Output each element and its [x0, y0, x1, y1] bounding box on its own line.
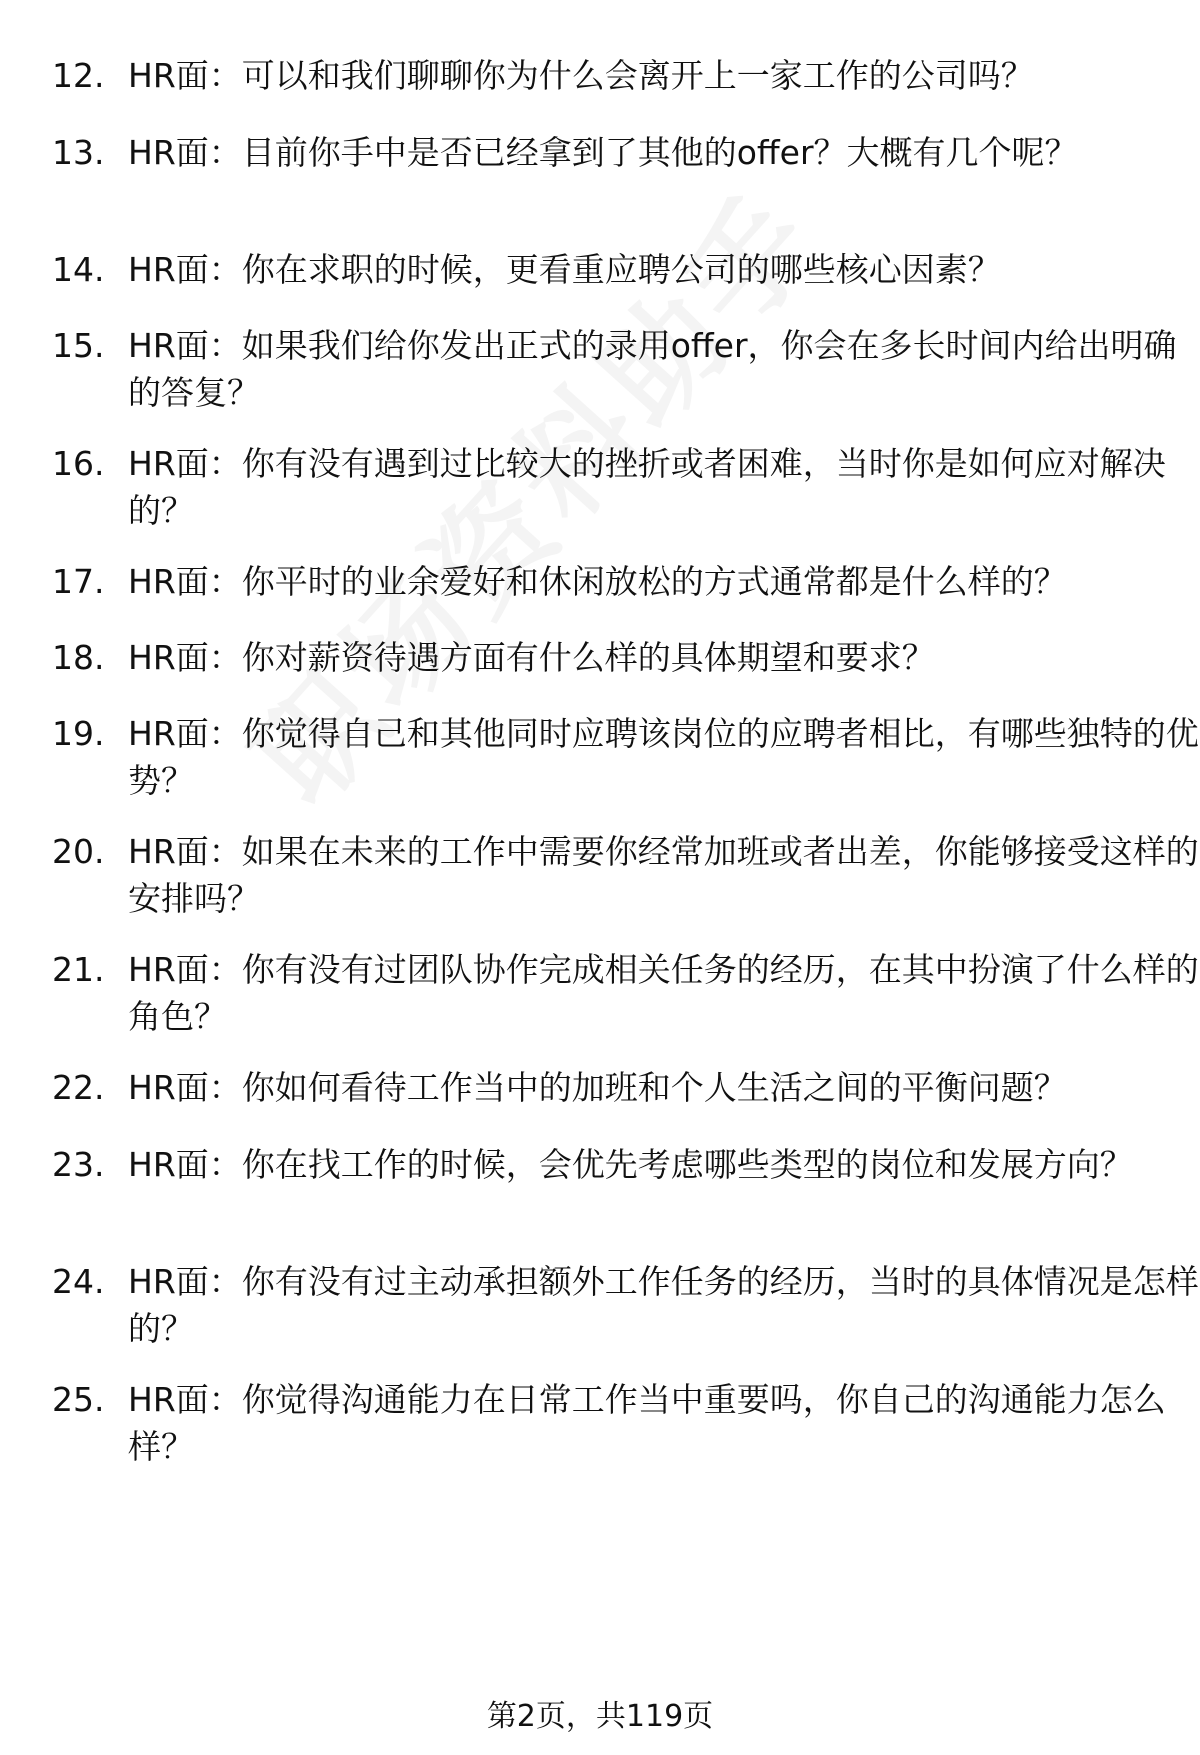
item-number: 16.	[52, 444, 105, 483]
item-text: HR面：可以和我们聊聊你为什么会离开上一家工作的公司吗？	[128, 56, 1034, 95]
item-text: HR面：你对薪资待遇方面有什么样的具体期望和要求？	[128, 638, 935, 677]
item-text: HR面：如果我们给你发出正式的录用offer，你会在多长时间内给出明确的答复？	[128, 326, 1177, 412]
item-text: HR面：你有没有过团队协作完成相关任务的经历，在其中扮演了什么样的角色？	[128, 950, 1199, 1036]
item-number: 23.	[52, 1145, 105, 1184]
page-footer: 第2页，共119页	[486, 1699, 714, 1734]
item-text: HR面：你平时的业余爱好和休闲放松的方式通常都是什么样的？	[128, 562, 1067, 601]
item-text: HR面：目前你手中是否已经拿到了其他的offer？大概有几个呢？	[128, 133, 1078, 172]
item-text: HR面：你在找工作的时候，会优先考虑哪些类型的岗位和发展方向？	[128, 1145, 1133, 1184]
item-text: HR面：你如何看待工作当中的加班和个人生活之间的平衡问题？	[128, 1068, 1067, 1107]
item-number: 17.	[52, 562, 105, 601]
item-number: 13.	[52, 133, 105, 172]
item-number: 18.	[52, 638, 105, 677]
item-number: 19.	[52, 714, 105, 753]
item-text: HR面：如果在未来的工作中需要你经常加班或者出差，你能够接受这样的安排吗？	[128, 832, 1199, 918]
item-text: HR面：你有没有过主动承担额外工作任务的经历，当时的具体情况是怎样的？	[128, 1262, 1199, 1348]
item-number: 15.	[52, 326, 105, 365]
item-number: 14.	[52, 250, 105, 289]
item-number: 24.	[52, 1262, 105, 1301]
item-number: 22.	[52, 1068, 105, 1107]
item-text: HR面：你觉得自己和其他同时应聘该岗位的应聘者相比，有哪些独特的优势？	[128, 714, 1199, 800]
item-text: HR面：你有没有遇到过比较大的挫折或者困难，当时你是如何应对解决的？	[128, 444, 1166, 530]
item-number: 25.	[52, 1380, 105, 1419]
item-number: 21.	[52, 950, 105, 989]
item-number: 20.	[52, 832, 105, 871]
item-text: HR面：你在求职的时候，更看重应聘公司的哪些核心因素？	[128, 250, 1001, 289]
item-number: 12.	[52, 56, 105, 95]
item-text: HR面：你觉得沟通能力在日常工作当中重要吗，你自己的沟通能力怎么样？	[128, 1380, 1166, 1466]
